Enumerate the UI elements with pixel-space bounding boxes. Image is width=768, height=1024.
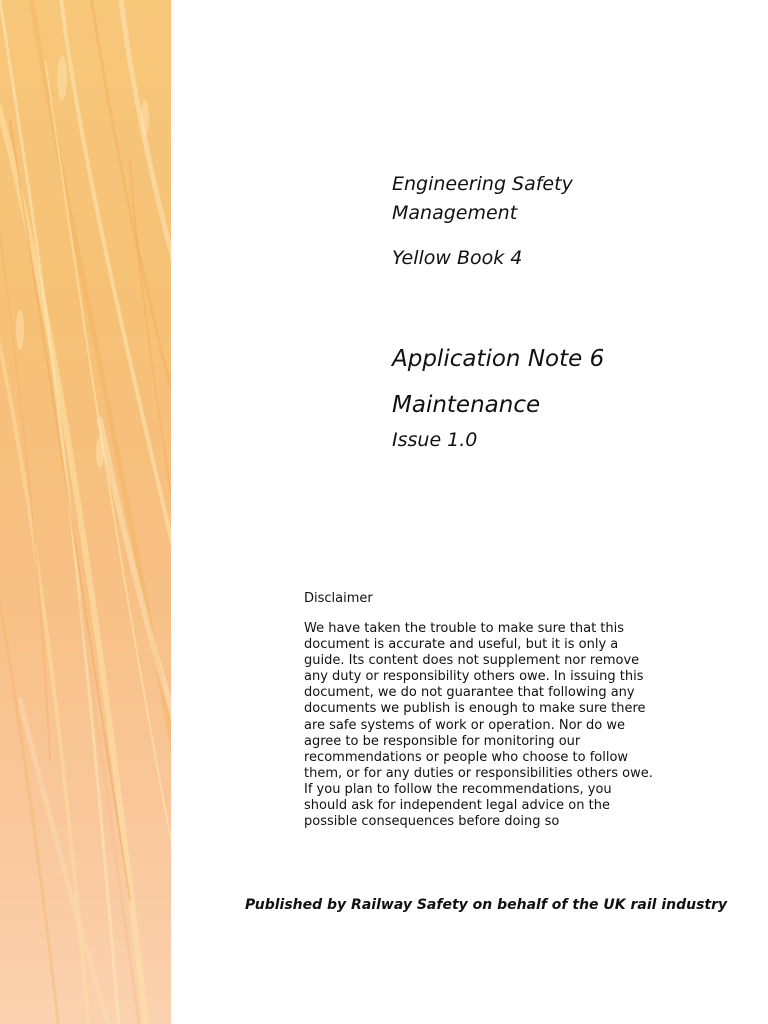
disclaimer-heading: Disclaimer — [304, 591, 373, 606]
disclaimer-section — [304, 590, 654, 830]
document-title-block — [392, 342, 752, 452]
publisher-line: Published by Railway Safety on behalf of the UK rail industry — [245, 897, 728, 913]
document-subject: Maintenance — [392, 392, 541, 418]
application-note-title: Application Note 6 — [392, 346, 605, 372]
series-block — [392, 170, 732, 270]
wheat-stalks-image — [0, 0, 171, 1024]
disclaimer-body: We have taken the trouble to make sure that this document is accurate and useful, but it is only a guide. Its content does not supplement nor remove any duty or responsibility others owe. In issuing this document, we do not guarantee that following any documents we publish is enough to make sure there are safe systems of work or operation. Nor do we agree to be responsible for monitoring our recommendations or people who choose to follow them, or for any duties or responsibilities others owe. If you plan to follow the recommendations, you should ask for independent legal advice on the possible consequences before doing so — [304, 621, 653, 830]
series-title: Engineering Safety Management — [392, 173, 573, 224]
book-name: Yellow Book 4 — [392, 247, 523, 269]
issue-number: Issue 1.0 — [392, 429, 478, 451]
decorative-side-band — [0, 0, 171, 1024]
